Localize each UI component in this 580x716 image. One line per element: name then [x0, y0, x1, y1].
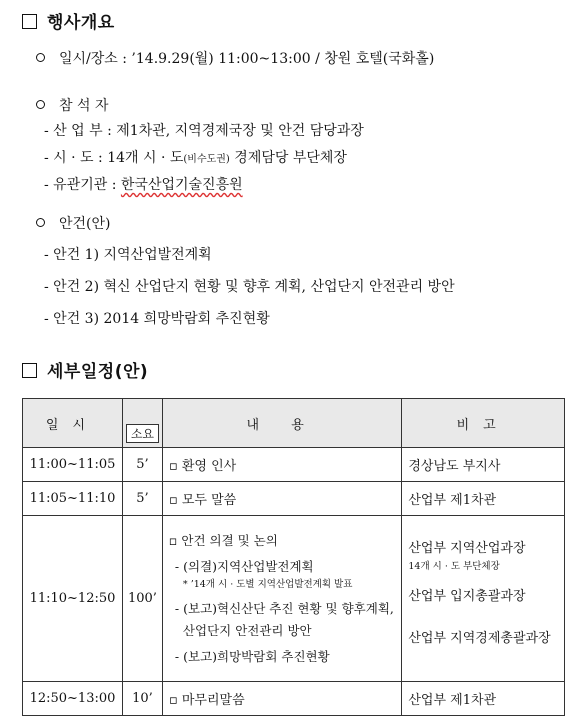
attendees-label: 참 석 자 — [59, 98, 109, 114]
attendee-row — [44, 174, 243, 194]
table-row — [23, 482, 565, 516]
circle-bullet-icon — [36, 53, 45, 62]
content-note-line: * ’14개 시 · 도별 지역산업발전계획 발표 — [182, 578, 353, 590]
cell-note: 산업부 제1차관 — [402, 682, 565, 716]
schedule-section-title — [22, 357, 148, 382]
table-row — [23, 448, 565, 482]
checkbox-square-icon — [22, 363, 37, 378]
content-line: - (보고)희망박람회 추진현황 — [174, 648, 330, 664]
header-duration-label: 소요 — [126, 424, 159, 443]
attendee-text: 14개 시 · 도 — [107, 150, 184, 166]
cell-note: 산업부 제1차관 — [402, 482, 565, 516]
note-line: 산업부 지역경제총괄과장 — [408, 630, 551, 646]
cell-duration: 10’ — [122, 682, 162, 716]
attendees-heading — [36, 95, 108, 115]
cell-time: 11:00~11:05 — [23, 448, 123, 482]
attendee-row — [44, 147, 347, 167]
circle-bullet-icon — [36, 218, 45, 227]
cell-time: 12:50~13:00 — [23, 682, 123, 716]
overview-section-title — [22, 8, 115, 33]
content-line: ▫ 안건 의결 및 논의 — [168, 532, 278, 548]
agenda-item: - 안건 2) 혁신 산업단지 현황 및 향후 계획, 산업단지 안전관리 방안 — [44, 279, 455, 295]
cell-duration: 100’ — [122, 516, 162, 682]
agenda-item: - 안건 3) 2014 희망박람회 추진현황 — [44, 311, 270, 327]
cell-time: 11:10~12:50 — [23, 516, 123, 682]
cell-duration: 5’ — [122, 448, 162, 482]
note-line: 산업부 입지총괄과장 — [408, 588, 526, 604]
content-line: - (보고)혁신산단 추진 현황 및 향후계획, — [174, 600, 394, 616]
attendee-text-spellcheck: 한국산업기술진흥원 — [120, 177, 243, 193]
cell-duration: 5’ — [122, 482, 162, 516]
cell-note — [402, 516, 565, 682]
note-line: 산업부 지역산업과장 — [408, 540, 526, 556]
attendee-text-rest: 경제담당 부단체장 — [229, 150, 347, 166]
agenda-heading — [36, 213, 111, 233]
content-line: - (의결)지역산업발전계획 — [174, 558, 314, 574]
datetime-line — [36, 48, 434, 68]
cell-content: ▫ 마무리말씀 — [162, 682, 401, 716]
circle-bullet-icon — [36, 100, 45, 109]
cell-content: ▫ 모두 말씀 — [162, 482, 401, 516]
cell-content — [162, 516, 401, 682]
cell-time: 11:05~11:10 — [23, 482, 123, 516]
attendee-prefix: - 유관기관 : — [44, 177, 121, 193]
header-duration — [122, 399, 162, 448]
attendee-prefix: - 시 · 도 : — [44, 150, 108, 166]
attendee-prefix: - 산 업 부 : — [44, 123, 117, 139]
table-row — [23, 682, 565, 716]
schedule-table — [22, 398, 565, 716]
overview-title-text: 행사개요 — [47, 13, 115, 33]
cell-content: ▫ 환영 인사 — [162, 448, 401, 482]
content-line: 산업단지 안전관리 방안 — [182, 622, 312, 638]
datetime-text: 일시/장소 : ’14.9.29(월) 11:00~13:00 / 창원 호텔(국화홀) — [59, 51, 435, 67]
agenda-label: 안건(안) — [59, 216, 111, 232]
cell-note: 경상남도 부지사 — [402, 448, 565, 482]
attendee-note-small: (비수도권) — [183, 154, 230, 165]
attendee-text: 제1차관, 지역경제국장 및 안건 담당과장 — [116, 123, 364, 139]
table-row — [23, 516, 565, 682]
header-content: 내 용 — [162, 399, 401, 448]
header-note: 비고 — [402, 399, 565, 448]
agenda-item: - 안건 1) 지역산업발전계획 — [44, 247, 212, 263]
note-line-small: 14개 시 · 도 부단체장 — [408, 560, 500, 572]
schedule-title-text: 세부일정(안) — [47, 362, 149, 382]
table-header-row — [23, 399, 565, 448]
attendee-row — [44, 120, 364, 140]
header-time: 일시 — [23, 399, 123, 448]
checkbox-square-icon — [22, 14, 37, 29]
